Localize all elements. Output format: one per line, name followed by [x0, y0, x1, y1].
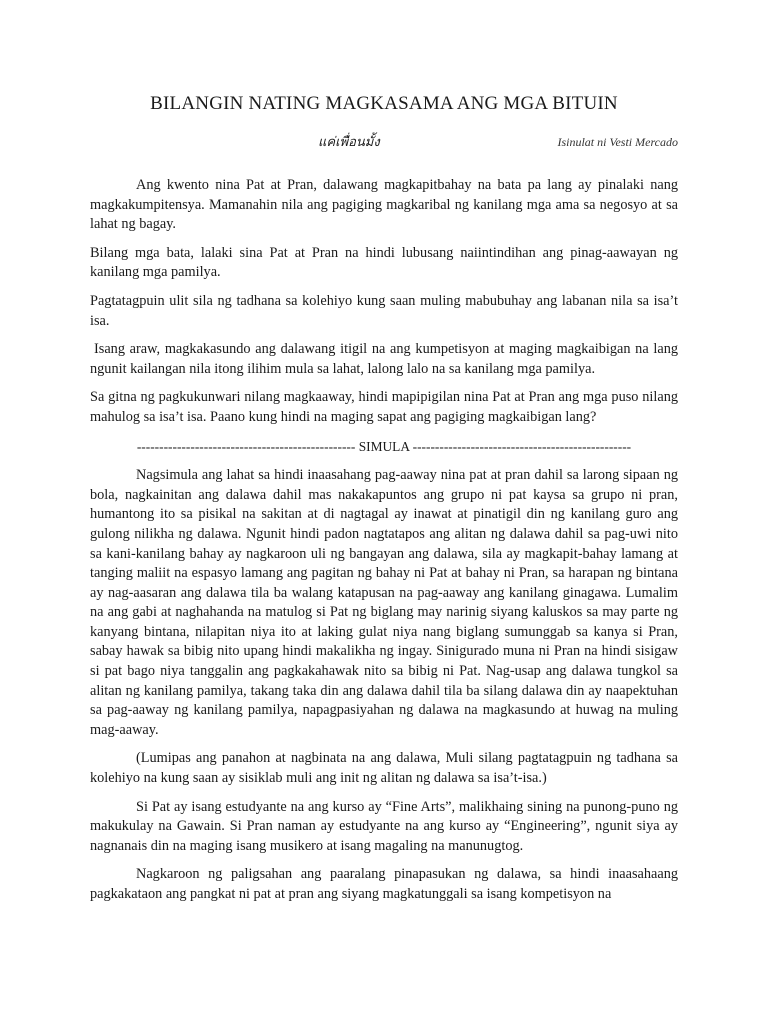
story-paragraph-4: Nagkaroon ng paligsahan ang paaralang pinapasukan ng dalawa, sa hindi inaasahaang pagkakataon ang pangkat ni pat at pran ang siyang magkatunggali sa isang kompetisyon na [90, 866, 678, 902]
synopsis-paragraph-1: Ang kwento nina Pat at Pran, dalawang magkapitbahay na bata pa lang ay pinalaki nang magkakumpitensya. Mamanahin nila ang pagiging magkaribal ng kanilang mga ama sa negosyo at sa lahat ng bagay. [90, 177, 678, 233]
story-paragraph-2: (Lumipas ang panahon at nagbinata na ang dalawa, Muli silang pagtatagpuin ng tadhana sa kolehiyo na kung saan ay sisiklab muli ang init ng alitan ng dalawa sa isa’t-isa.) [90, 750, 678, 787]
story-paragraph-3: Si Pat ay isang estudyante na ang kurso ay “Fine Arts”, malikhaing sining na punong-puno ng makukulay na Gawain. Si Pran naman ay estudyante na ang kurso ay “Engineering”, ngunit siya ay nagnanais din na maging isang musikero at isang magaling na manunugtog. [90, 798, 678, 854]
synopsis-paragraph-4: Isang araw, magkakasundo ang dalawang itigil na ang kumpetisyon at maging magkaibigan na lang ngunit kailangan nila itong ilihim mula sa lahat, lalong lalo na sa kanilang mga pamilya. [90, 341, 678, 377]
section-divider: ------------------------------------------------- SIMULA ------------------------------------------------- [136, 438, 632, 454]
synopsis-paragraph-3: Pagtatagpuin ulit sila ng tadhana sa kolehiyo kung saan muling mabubuhay ang labanan nila sa isa’t isa. [90, 292, 678, 329]
story-paragraph-1: Nagsimula ang lahat sa hindi inaasahang pag-aaway nina pat at pran dahil sa larong sipaan ng bola, nagkainitan ang dalawa dahil mas nakakapuntos ang grupo ni pat kaysa sa grupo ni pran, humantong ito sa pisikal na sakitan at di nagtagal ay inawat at pinatigil din ng kanilang guro ang gulong nilikha ng dalawa. Ngunit hindi padon nagtatapos ang alitan ng dalawa dahil sa pag-uwi nito sa kani-kanilang bahay ay nagkaroon uli ng bangayan ang dalawa, sila ay magkapit-bahay lamang at tanging maliit na espasyo lamang ang pagitan ng bahay ni Pat at bahay ni Pran, sa harapan ng bintana ay nag-aasaran ang dalawa tila ba walang katapusan na pag-aaway ang kanilang ginagawa. Lumalim na ang gabi at naghahanda na matulog si Pat ng biglang may narinig siyang kaluskos sa may parte ng kanyang bintana, nilapitan niya ito at laking gulat niya nang biglang sumunggab sa kanya si Pran, sabay hawak sa bibig nito upang hindi makalikha ng ingay. Sinigurado muna ni Pran na hindi sisigaw si pat bago niya tanggalin ang pagkakahawak nito sa bibig ni Pat. Nag-usap ang dalawa tungkol sa alitan ng kanilang pamilya, takang taka din ang dalawa dahil tila ba silang dalawa din ay naapektuhan sa pag-aaway ng kanilang pamilya, napagpasiyahan ng dalawa na magkasundo at huwag na muling mag-aaway. [90, 467, 678, 738]
synopsis-paragraph-5: Sa gitna ng pagkukunwari nilang magkaaway, hindi mapipigilan nina Pat at Pran ang mga puso nilang mahulog sa isa’t isa. Paano kung hindi na maging sapat ang pagiging magkaibigan lang? [90, 389, 678, 425]
thai-subtitle: แค่เพื่อนมั้ง [318, 135, 380, 150]
document-title: BILANGIN NATING MAGKASAMA ANG MGA BITUIN [150, 93, 618, 114]
author-line: Isinulat ni Vesti Mercado [557, 135, 678, 149]
synopsis-paragraph-2: Bilang mga bata, lalaki sina Pat at Pran na hindi lubusang naiintindihan ang pinag-aawayan ng kanilang mga pamilya. [90, 244, 678, 281]
document-body [90, 176, 678, 914]
